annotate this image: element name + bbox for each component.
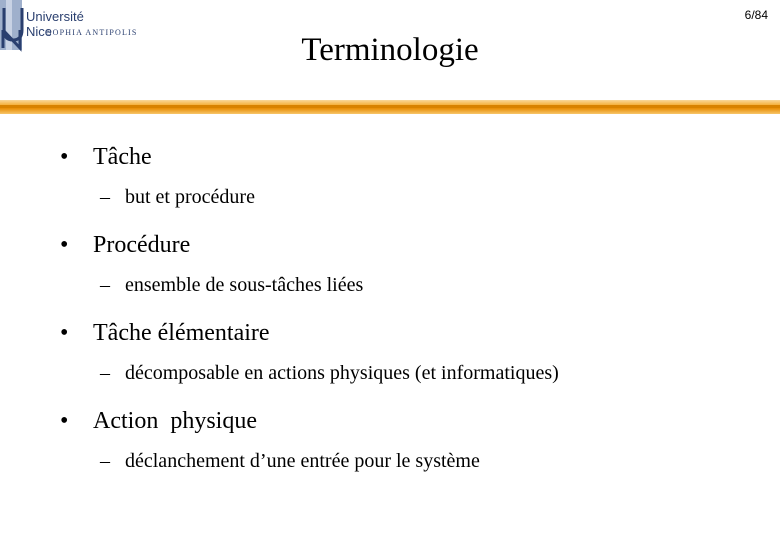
bullet-icon: • xyxy=(60,144,69,170)
bullet-icon: • xyxy=(60,408,69,434)
bullet-item xyxy=(60,231,766,259)
bullet-label: Tâche xyxy=(93,144,152,170)
bullet-group xyxy=(60,407,766,473)
page-number: 6/84 xyxy=(744,8,768,22)
bullet-item xyxy=(60,407,766,435)
sub-item-label: ensemble de sous-tâches liées xyxy=(125,274,364,296)
slide-content xyxy=(60,143,766,495)
sub-item xyxy=(100,361,766,385)
sub-item-label: but et procédure xyxy=(125,186,255,208)
title-divider-bar xyxy=(0,100,780,114)
sub-item-label: décomposable en actions physiques (et informatiques) xyxy=(125,362,559,384)
bullet-group xyxy=(60,319,766,385)
sub-item xyxy=(100,449,766,473)
bullet-label: Tâche élémentaire xyxy=(93,320,270,346)
sub-item xyxy=(100,273,766,297)
sub-item-label: déclanchement d’une entrée pour le système xyxy=(125,450,480,472)
bullet-item xyxy=(60,143,766,171)
bullet-item xyxy=(60,319,766,347)
bullet-icon: • xyxy=(60,232,69,258)
bullet-group xyxy=(60,143,766,209)
slide-title: Terminologie xyxy=(301,32,479,68)
bullet-group xyxy=(60,231,766,297)
sub-item xyxy=(100,185,766,209)
logo-text-nice: Nice xyxy=(26,24,53,39)
logo-text-universite: Université xyxy=(26,9,84,24)
dash-icon: – xyxy=(100,362,110,384)
logo-text-sophia: SOPHIA ANTIPOLIS xyxy=(47,28,138,37)
dash-icon: – xyxy=(100,274,110,296)
bullet-label: Action physique xyxy=(93,408,257,434)
dash-icon: – xyxy=(100,450,110,472)
bullet-icon: • xyxy=(60,320,69,346)
bullet-label: Procédure xyxy=(93,232,191,258)
dash-icon: – xyxy=(100,186,110,208)
